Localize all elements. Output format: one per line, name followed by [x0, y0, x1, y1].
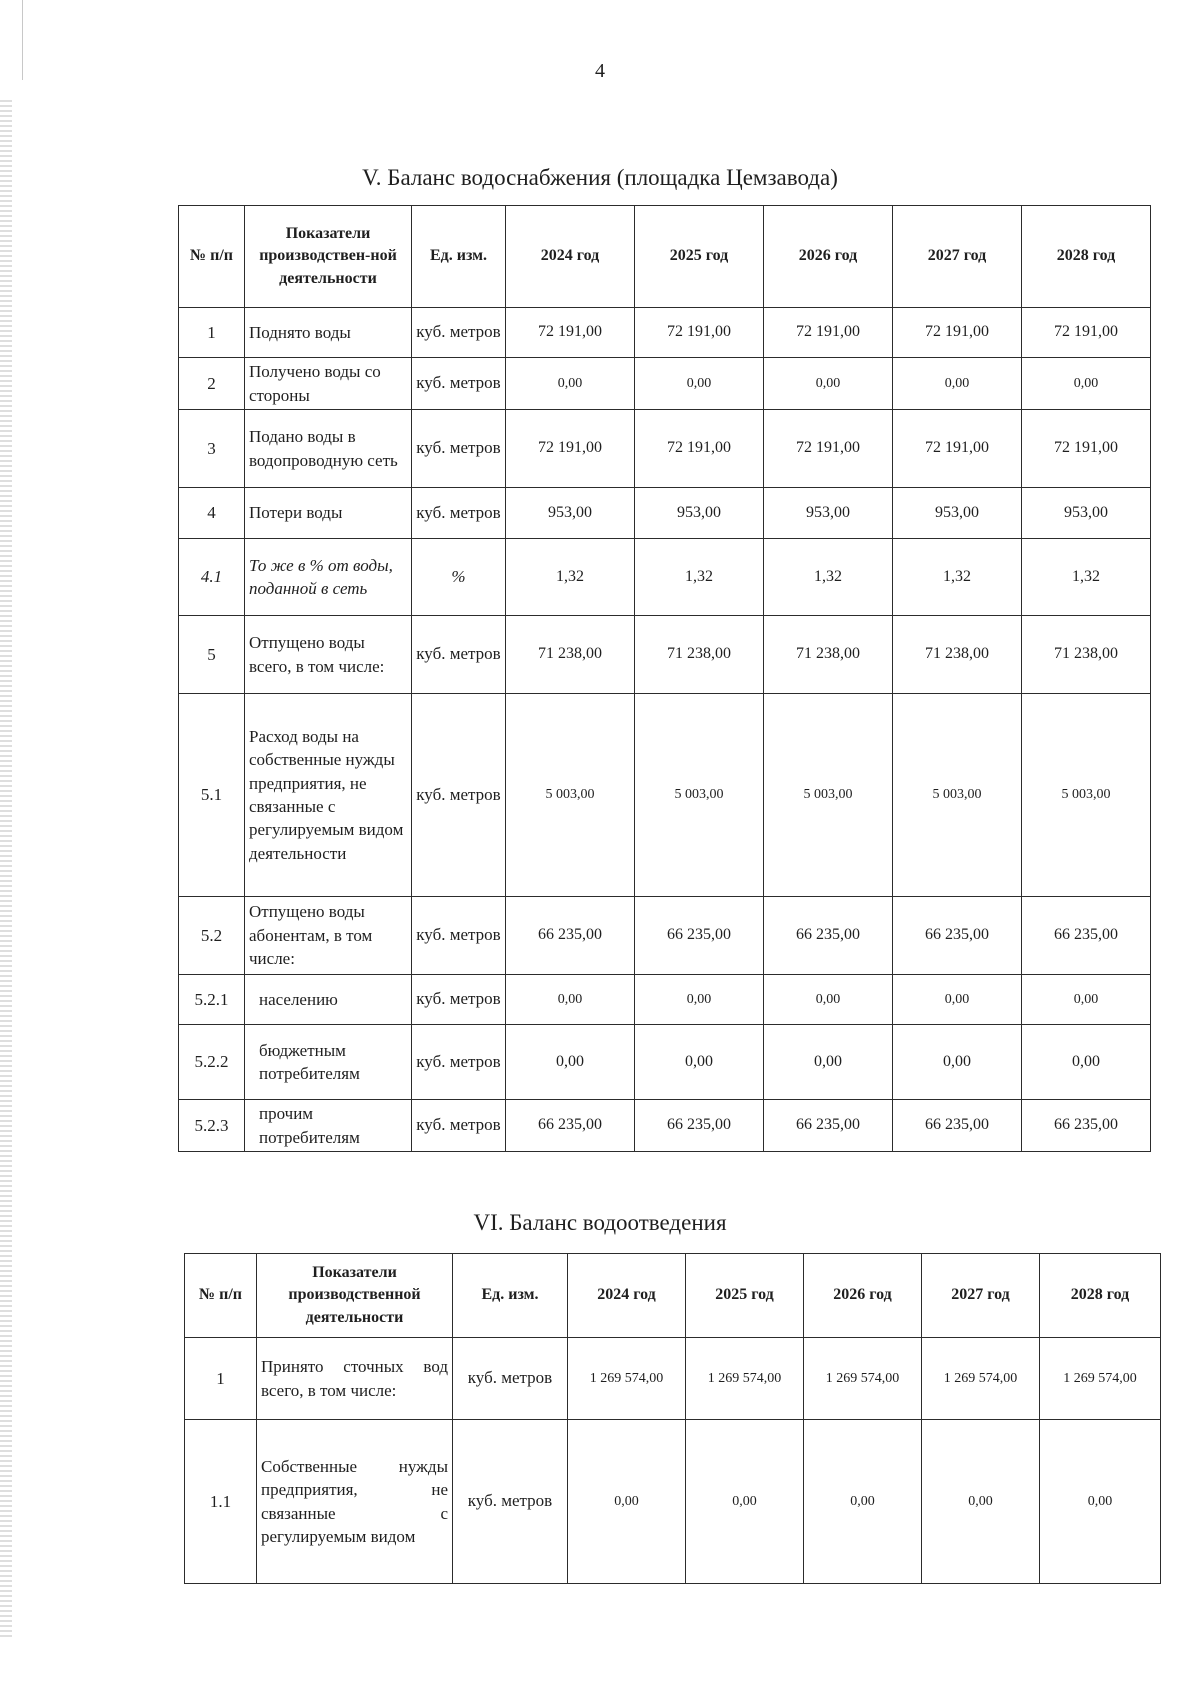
row-value: 66 235,00	[635, 897, 764, 975]
row-value: 1,32	[764, 539, 893, 616]
row-unit: куб. метров	[412, 1025, 506, 1100]
row-value: 0,00	[635, 1025, 764, 1100]
row-value: 71 238,00	[635, 616, 764, 694]
table-row	[179, 616, 1151, 694]
section-v-title: V. Баланс водоснабжения (площадка Цемзавода)	[362, 165, 838, 190]
header-year: 2027 год	[922, 1254, 1040, 1338]
row-num: 5.2	[179, 897, 245, 975]
table-row	[179, 1025, 1151, 1100]
header-num: № п/п	[179, 206, 245, 308]
header-year: 2027 год	[893, 206, 1022, 308]
row-value: 5 003,00	[506, 694, 635, 897]
row-label: Собственные нужды предприятия, не связанные с регулируемым видом	[257, 1420, 453, 1584]
row-value: 5 003,00	[1022, 694, 1151, 897]
row-value: 5 003,00	[764, 694, 893, 897]
row-value: 1 269 574,00	[686, 1338, 804, 1420]
row-num: 5.2.1	[179, 975, 245, 1025]
row-value: 0,00	[764, 358, 893, 410]
row-value: 66 235,00	[764, 897, 893, 975]
row-value: 0,00	[804, 1420, 922, 1584]
header-year: 2026 год	[764, 206, 893, 308]
row-value: 0,00	[686, 1420, 804, 1584]
header-year: 2025 год	[686, 1254, 804, 1338]
row-num: 1	[179, 308, 245, 358]
row-value: 0,00	[893, 975, 1022, 1025]
table-row	[179, 308, 1151, 358]
table-row	[179, 358, 1151, 410]
row-value: 0,00	[893, 358, 1022, 410]
row-value: 0,00	[1040, 1420, 1161, 1584]
row-unit: куб. метров	[412, 308, 506, 358]
row-value: 0,00	[1022, 975, 1151, 1025]
row-unit: куб. метров	[412, 1100, 506, 1152]
row-value: 0,00	[1022, 358, 1151, 410]
row-label: Потери воды	[245, 488, 412, 539]
row-value: 953,00	[635, 488, 764, 539]
row-value: 1,32	[893, 539, 1022, 616]
row-label: населению	[245, 975, 412, 1025]
row-num: 4.1	[179, 539, 245, 616]
row-value: 1,32	[1022, 539, 1151, 616]
row-value: 66 235,00	[506, 1100, 635, 1152]
row-num: 1.1	[185, 1420, 257, 1584]
row-label: прочим потребителям	[245, 1100, 412, 1152]
row-unit: куб. метров	[412, 358, 506, 410]
row-unit: %	[412, 539, 506, 616]
row-value: 72 191,00	[893, 308, 1022, 358]
row-value: 0,00	[635, 358, 764, 410]
row-value: 0,00	[506, 975, 635, 1025]
row-value: 1 269 574,00	[1040, 1338, 1161, 1420]
header-year: 2024 год	[568, 1254, 686, 1338]
row-value: 72 191,00	[635, 410, 764, 488]
table-row	[179, 410, 1151, 488]
row-value: 71 238,00	[506, 616, 635, 694]
row-value: 953,00	[893, 488, 1022, 539]
row-value: 0,00	[506, 1025, 635, 1100]
row-value: 66 235,00	[893, 1100, 1022, 1152]
row-value: 66 235,00	[1022, 1100, 1151, 1152]
table-header-row	[185, 1254, 1161, 1338]
row-value: 66 235,00	[1022, 897, 1151, 975]
table-row	[179, 694, 1151, 897]
row-label: Поднято воды	[245, 308, 412, 358]
row-value: 66 235,00	[506, 897, 635, 975]
row-unit: куб. метров	[412, 410, 506, 488]
row-value: 0,00	[1022, 1025, 1151, 1100]
header-num: № п/п	[185, 1254, 257, 1338]
row-unit: куб. метров	[412, 694, 506, 897]
header-unit: Ед. изм.	[412, 206, 506, 308]
row-label: Расход воды на собственные нужды предприятия, не связанные с регулируемым видом деятельности	[245, 694, 412, 897]
water-supply-balance-table	[178, 205, 1151, 1152]
row-value: 0,00	[568, 1420, 686, 1584]
row-num: 4	[179, 488, 245, 539]
table-row	[179, 975, 1151, 1025]
header-year: 2028 год	[1040, 1254, 1161, 1338]
row-value: 71 238,00	[893, 616, 1022, 694]
header-indicator: Показатели производствен-ной деятельности	[245, 206, 412, 308]
header-year: 2026 год	[804, 1254, 922, 1338]
row-value: 71 238,00	[1022, 616, 1151, 694]
header-year: 2024 год	[506, 206, 635, 308]
row-value: 72 191,00	[893, 410, 1022, 488]
table-row	[179, 539, 1151, 616]
row-unit: куб. метров	[453, 1420, 568, 1584]
row-value: 66 235,00	[635, 1100, 764, 1152]
row-value: 66 235,00	[764, 1100, 893, 1152]
row-value: 72 191,00	[1022, 410, 1151, 488]
row-value: 953,00	[506, 488, 635, 539]
table-row	[179, 897, 1151, 975]
row-num: 1	[185, 1338, 257, 1420]
row-num: 2	[179, 358, 245, 410]
row-value: 72 191,00	[764, 308, 893, 358]
row-value: 0,00	[635, 975, 764, 1025]
row-value: 0,00	[893, 1025, 1022, 1100]
row-value: 72 191,00	[764, 410, 893, 488]
scan-edge-artifact	[0, 100, 12, 1640]
row-num: 5	[179, 616, 245, 694]
wastewater-balance-table	[184, 1253, 1161, 1584]
row-value: 0,00	[922, 1420, 1040, 1584]
header-unit: Ед. изм.	[453, 1254, 568, 1338]
row-value: 0,00	[764, 1025, 893, 1100]
row-value: 1,32	[635, 539, 764, 616]
table-row	[179, 488, 1151, 539]
header-year: 2025 год	[635, 206, 764, 308]
header-year: 2028 год	[1022, 206, 1151, 308]
row-label: бюджетным потребителям	[245, 1025, 412, 1100]
row-value: 72 191,00	[1022, 308, 1151, 358]
row-num: 3	[179, 410, 245, 488]
header-indicator: Показатели производственной деятельности	[257, 1254, 453, 1338]
row-label: Отпущено воды абонентам, в том числе:	[245, 897, 412, 975]
row-num: 5.2.3	[179, 1100, 245, 1152]
row-value: 1 269 574,00	[922, 1338, 1040, 1420]
section-vi-title: VI. Баланс водоотведения	[473, 1210, 727, 1235]
row-unit: куб. метров	[412, 975, 506, 1025]
row-num: 5.2.2	[179, 1025, 245, 1100]
row-label: То же в % от воды, поданной в сеть	[245, 539, 412, 616]
row-unit: куб. метров	[412, 488, 506, 539]
table-header-row	[179, 206, 1151, 308]
row-value: 5 003,00	[893, 694, 1022, 897]
row-value: 1 269 574,00	[804, 1338, 922, 1420]
row-value: 1,32	[506, 539, 635, 616]
row-value: 953,00	[1022, 488, 1151, 539]
row-label: Получено воды со стороны	[245, 358, 412, 410]
table-row	[179, 1100, 1151, 1152]
row-value: 66 235,00	[893, 897, 1022, 975]
row-label: Отпущено воды всего, в том числе:	[245, 616, 412, 694]
row-unit: куб. метров	[412, 616, 506, 694]
row-value: 72 191,00	[635, 308, 764, 358]
row-label: Принято сточных вод всего, в том числе:	[257, 1338, 453, 1420]
row-value: 72 191,00	[506, 308, 635, 358]
row-value: 953,00	[764, 488, 893, 539]
row-value: 71 238,00	[764, 616, 893, 694]
row-unit: куб. метров	[453, 1338, 568, 1420]
table-row	[185, 1338, 1161, 1420]
row-unit: куб. метров	[412, 897, 506, 975]
row-value: 72 191,00	[506, 410, 635, 488]
row-value: 0,00	[764, 975, 893, 1025]
table-row	[185, 1420, 1161, 1584]
row-value: 5 003,00	[635, 694, 764, 897]
row-value: 1 269 574,00	[568, 1338, 686, 1420]
row-num: 5.1	[179, 694, 245, 897]
page-number: 4	[595, 60, 605, 82]
row-value: 0,00	[506, 358, 635, 410]
row-label: Подано воды в водопроводную сеть	[245, 410, 412, 488]
